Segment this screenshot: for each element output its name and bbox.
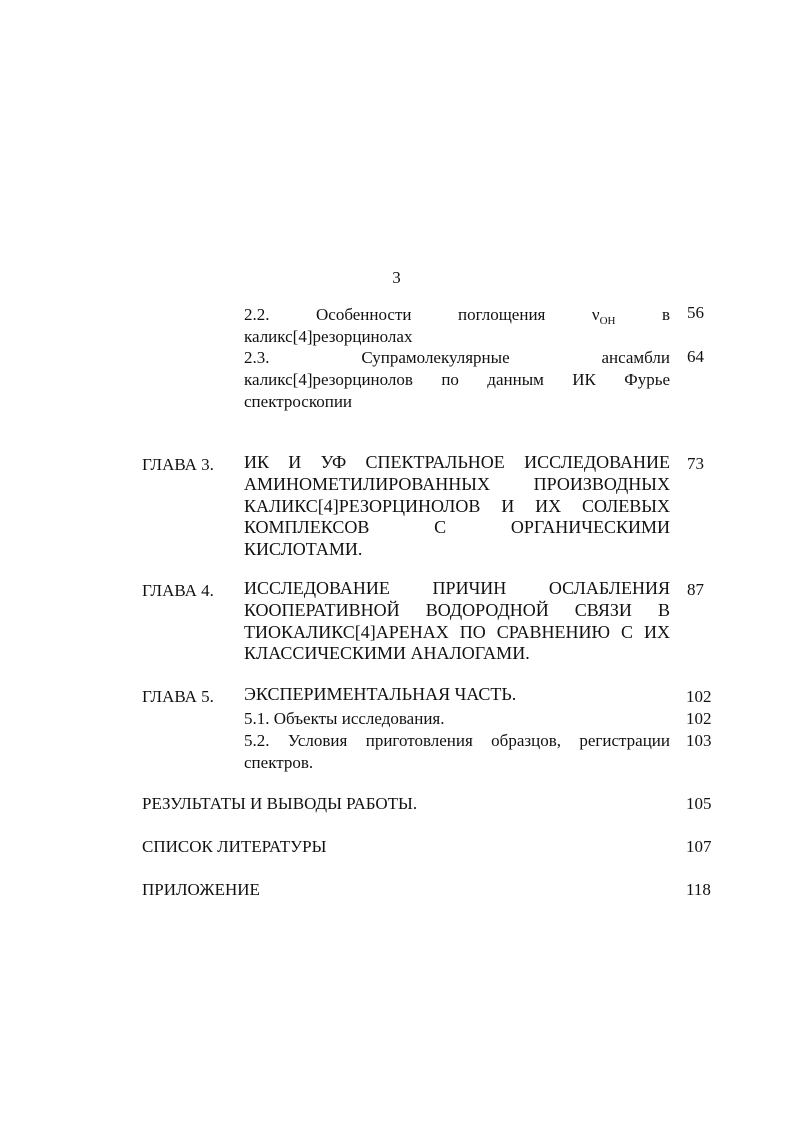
results-page: 105 <box>686 794 712 813</box>
toc-2-3-number: 2.3. <box>244 348 270 367</box>
toc-5-1-page: 102 <box>686 709 712 728</box>
chapter-3-label: ГЛАВА 3. <box>142 455 214 474</box>
appendix-page: 118 <box>686 880 711 899</box>
chapter-4-line-4: КЛАССИЧЕСКИМИ АНАЛОГАМИ. <box>244 643 530 663</box>
chapter-5-label: ГЛАВА 5. <box>142 687 214 706</box>
toc-2-3-line-2: каликс[4]резорцинолов по данным ИК Фурье <box>244 370 670 389</box>
references-page: 107 <box>686 837 712 856</box>
toc-2-2-nu-symbol <box>591 305 616 327</box>
chapter-4-line-2: КООПЕРАТИВНОЙ ВОДОРОДНОЙ СВЯЗИ В <box>244 600 670 620</box>
page-number: 3 <box>392 268 401 287</box>
references-entry: СПИСОК ЛИТЕРАТУРЫ <box>142 837 327 856</box>
chapter-4-label: ГЛАВА 4. <box>142 581 214 600</box>
chapter-3-page: 73 <box>687 454 704 473</box>
chapter-3-line-5: КИСЛОТАМИ. <box>244 539 363 559</box>
chapter-4-line-3: ТИОКАЛИКС[4]АРЕНАХ ПО СРАВНЕНИЮ С ИХ <box>244 622 670 642</box>
chapter-4-line-1: ИССЛЕДОВАНИЕ ПРИЧИН ОСЛАБЛЕНИЯ <box>244 578 670 598</box>
toc-2-3-page: 64 <box>687 347 704 366</box>
toc-2-2-line-2: каликс[4]резорцинолах <box>244 327 413 346</box>
chapter-3-line-3: КАЛИКС[4]РЕЗОРЦИНОЛОВ И ИХ СОЛЕВЫХ <box>244 496 670 516</box>
chapter-5-title: ЭКСПЕРИМЕНТАЛЬНАЯ ЧАСТЬ. <box>244 684 517 704</box>
appendix-entry: ПРИЛОЖЕНИЕ <box>142 880 260 899</box>
toc-2-2-word-1: Особенности <box>316 305 412 324</box>
toc-2-3-line-1 <box>244 347 670 368</box>
toc-2-3-line-3: спектроскопии <box>244 392 353 411</box>
toc-2-3-word-2: ансамбли <box>601 348 670 367</box>
chapter-4-page: 87 <box>687 580 704 599</box>
toc-2-2-word-2: поглощения <box>458 305 546 324</box>
nu-subscript: OH <box>599 315 616 327</box>
chapter-5-page: 102 <box>686 687 712 706</box>
toc-2-3-word-1: Супрамолекулярные <box>361 348 510 367</box>
results-entry: РЕЗУЛЬТАТЫ И ВЫВОДЫ РАБОТЫ. <box>142 794 418 813</box>
toc-2-2-page: 56 <box>687 303 704 322</box>
nu-glyph: ν <box>591 305 600 324</box>
toc-5-2-page: 103 <box>686 731 712 750</box>
toc-5-2-line-1: 5.2. Условия приготовления образцов, регистрации <box>244 731 670 750</box>
chapter-3-line-2: АМИНОМЕТИЛИРОВАННЫХ ПРОИЗВОДНЫХ <box>244 474 670 494</box>
chapter-3-line-4: КОМПЛЕКСОВ С ОРГАНИЧЕСКИМИ <box>244 517 670 537</box>
toc-2-2-word-4: в <box>661 305 670 324</box>
chapter-3-line-1: ИК И УФ СПЕКТРАЛЬНОЕ ИССЛЕДОВАНИЕ <box>244 452 670 472</box>
toc-5-2-line-2: спектров. <box>244 753 314 772</box>
toc-5-1-text: 5.1. Объекты исследования. <box>244 709 445 728</box>
toc-2-2-number: 2.2. <box>244 305 270 324</box>
